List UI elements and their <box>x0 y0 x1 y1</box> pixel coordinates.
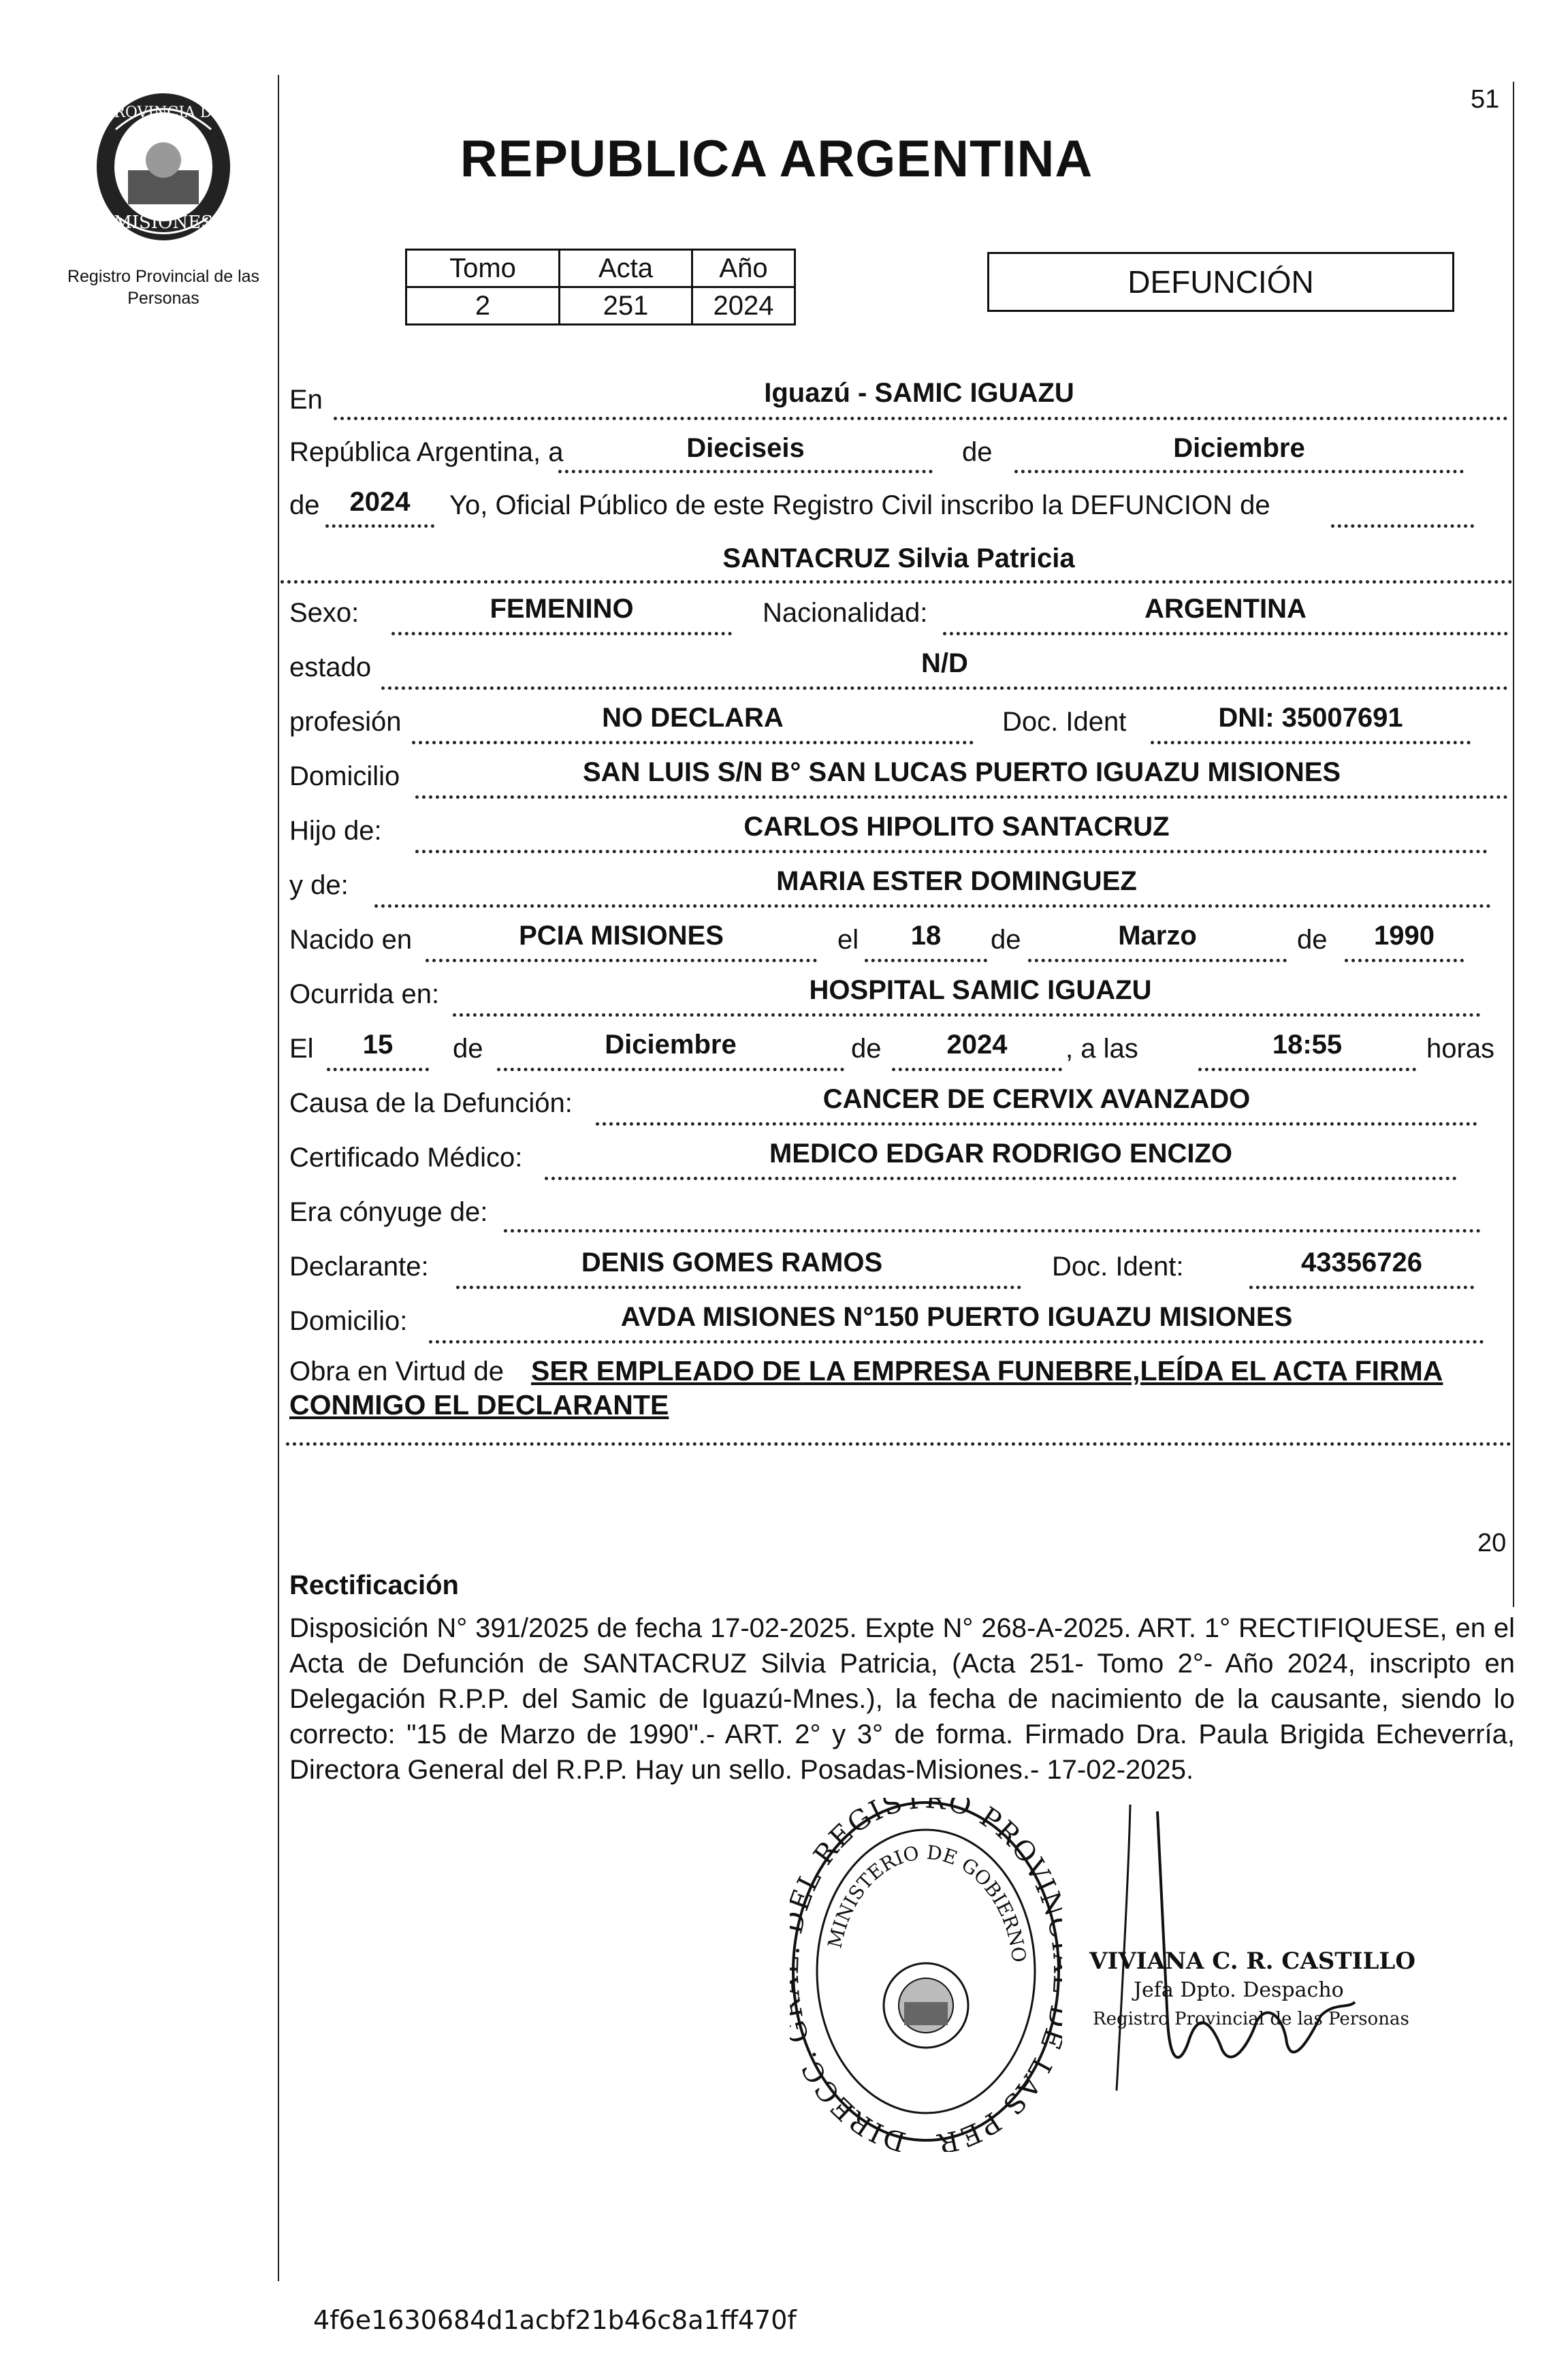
obra-value-line1: SER EMPLEADO DE LA EMPRESA FUNEBRE,LEÍDA EL ACTA FIRMA <box>531 1355 1443 1386</box>
domicilio2-value: AVDA MISIONES N°150 PUERTO IGUAZU MISIONES <box>620 1302 1293 1332</box>
declarante-fill <box>456 1286 1021 1289</box>
declarante-value: DENIS GOMES RAMOS <box>581 1248 883 1278</box>
ocurrida-value: HOSPITAL SAMIC IGUAZU <box>809 975 1152 1005</box>
seal-ring-text: DIRECC. L REGISTRO PROVI LAS PER <box>790 1798 1062 2152</box>
death-day: 15 <box>362 1030 394 1060</box>
doc-ident-fill <box>1151 741 1471 744</box>
logo-bottom-text: MISIONES <box>114 212 213 233</box>
nacionalidad-label: Nacionalidad: <box>763 598 928 628</box>
month-fill <box>1014 470 1464 473</box>
official-seal <box>790 1798 1062 2152</box>
de4-label: de <box>1297 925 1328 955</box>
document-type-box <box>987 252 1454 312</box>
document-hash: 4f6e1630684d1acbf21b46c8a1ff470f <box>313 2305 797 2335</box>
month-value: Diciembre <box>1173 433 1305 463</box>
nacido-value: PCIA MISIONES <box>519 921 724 951</box>
el2-label: El <box>289 1034 314 1064</box>
svg-text:MINISTERIO DE GOBIERNO <box>823 1841 1030 1964</box>
year-fill <box>325 524 434 528</box>
birth-year-fill <box>1345 959 1464 962</box>
birth-day-fill <box>865 959 987 962</box>
rectificacion-heading: Rectificación <box>289 1570 459 1600</box>
domicilio-label: Domicilio <box>289 761 400 791</box>
deceased-name: SANTACRUZ Silvia Patricia <box>722 543 1075 573</box>
sexo-value: FEMENINO <box>490 594 634 624</box>
doc-ident2-value: 43356726 <box>1301 1248 1422 1278</box>
signature-mark <box>1048 1798 1443 2152</box>
yo-text: Yo, Oficial Público de este Registro Civil inscribo la DEFUNCION de <box>449 490 1270 520</box>
domicilio2-fill <box>429 1340 1484 1344</box>
birth-month: Marzo <box>1118 921 1197 951</box>
el-label: el <box>837 925 859 955</box>
de5-label: de <box>453 1034 483 1064</box>
tomo-header: Tomo <box>406 250 560 287</box>
hijo-fill <box>415 850 1488 853</box>
nacido-label: Nacido en <box>289 925 413 955</box>
obra-value-line2: CONMIGO EL DECLARANTE <box>289 1389 669 1421</box>
domicilio-value: SAN LUIS S/N B° SAN LUCAS PUERTO IGUAZU MISIONES <box>582 757 1341 787</box>
svg-text:DIRECC. GRAL. DEL REGISTRO PRO <box>790 1798 1062 2152</box>
record-reference-table <box>405 249 796 326</box>
registry-label: Registro Provincial de las Personas <box>67 267 260 308</box>
day-fill <box>558 470 933 473</box>
document-type: DEFUNCIÓN <box>1127 264 1314 300</box>
nacido-fill <box>426 959 817 962</box>
estado-value: N/D <box>921 648 968 678</box>
sexo-label: Sexo: <box>289 598 359 628</box>
horas-label: horas <box>1426 1034 1495 1064</box>
conyuge-fill <box>504 1229 1481 1233</box>
death-time: 18:55 <box>1272 1030 1343 1060</box>
profesion-label: profesión <box>289 707 402 737</box>
yde-label: y de: <box>289 870 349 900</box>
doc-ident2-label: Doc. Ident: <box>1052 1252 1184 1282</box>
yde-value: MARIA ESTER DOMINGUEZ <box>776 866 1137 896</box>
anio-header: Año <box>692 250 795 287</box>
death-day-fill <box>327 1068 429 1071</box>
en-fill <box>334 417 1508 420</box>
republica-label: República Argentina, a <box>289 437 564 467</box>
death-month-fill <box>497 1068 844 1071</box>
domicilio-fill <box>415 795 1508 799</box>
ocurrida-label: Ocurrida en: <box>289 979 440 1009</box>
doc-ident-label: Doc. Ident <box>1002 707 1127 737</box>
death-year: 2024 <box>946 1030 1008 1060</box>
profesion-fill <box>412 741 974 744</box>
logo-top-text: PROVINCIA DE <box>103 104 223 121</box>
birth-month-fill <box>1028 959 1287 962</box>
signer-name: VIVIANA C. R. CASTILLO <box>1089 1948 1415 1975</box>
sexo-fill <box>391 632 732 635</box>
de2-label: de <box>289 490 320 520</box>
seal-inner-text: MINISTERIO DE GOBIERNO <box>823 1841 1031 1964</box>
nacionalidad-fill <box>943 632 1508 635</box>
death-time-fill <box>1198 1068 1416 1071</box>
de6-label: de <box>851 1034 882 1064</box>
death-year-fill <box>892 1068 1062 1071</box>
signer-title: Jefa Dpto. Despacho <box>1134 1978 1344 2002</box>
left-margin-line <box>278 75 279 2281</box>
year-value: 2024 <box>349 487 411 517</box>
estado-fill <box>381 686 1508 690</box>
obra-fill <box>286 1442 1511 1446</box>
page-number: 51 <box>1471 85 1500 114</box>
yde-fill <box>374 904 1491 908</box>
certificado-fill <box>545 1177 1457 1180</box>
day-value: Dieciseis <box>686 433 805 463</box>
en-label: En <box>289 385 323 415</box>
causa-label: Causa de la Defunción: <box>289 1088 573 1118</box>
domicilio2-label: Domicilio: <box>289 1306 408 1336</box>
causa-fill <box>596 1122 1477 1126</box>
death-month: Diciembre <box>605 1030 737 1060</box>
tomo-value: 2 <box>406 287 560 325</box>
causa-value: CANCER DE CERVIX AVANZADO <box>822 1084 1251 1114</box>
doc-ident-value: DNI: 35007691 <box>1218 703 1403 733</box>
certificado-value: MEDICO EDGAR RODRIGO ENCIZO <box>769 1139 1233 1169</box>
nacionalidad-value: ARGENTINA <box>1144 594 1307 624</box>
certificado-label: Certificado Médico: <box>289 1143 523 1173</box>
birth-day: 18 <box>910 921 942 951</box>
right-margin-line <box>1513 82 1514 1607</box>
doc-ident2-fill <box>1249 1286 1474 1289</box>
acta-value: 251 <box>560 287 692 325</box>
hijo-label: Hijo de: <box>289 816 382 846</box>
hijo-value: CARLOS HIPOLITO SANTACRUZ <box>743 812 1170 842</box>
deceased-fill <box>281 580 1513 584</box>
en-value: Iguazú - SAMIC IGUAZU <box>764 378 1074 408</box>
anio-value: 2024 <box>692 287 795 325</box>
signer-org: Registro Provincial de las Personas <box>1093 2009 1409 2029</box>
yo-fill <box>1331 524 1474 528</box>
estado-label: estado <box>289 652 372 682</box>
acta-header: Acta <box>560 250 692 287</box>
rectificacion-text: Disposición N° 391/2025 de fecha 17-02-2025. Expte N° 268-A-2025. ART. 1° RECTIFIQUESE, en el Acta de Defunción de SANTACRUZ Silvia Patricia, (Acta 251- Tomo 2°- Año 2024, inscripto en Delegación R.P.P. del Samic de Iguazú-Mnes.), la fecha de nacimiento de la causante, siendo lo correcto: "15 de Marzo de 1990".- ART. 2° y 3° de forma. Firmado Dra. Paula Brigida Echeverría, Directora General del R.P.P. Hay un sello. Posadas-Misiones.- 17-02-2025. <box>289 1613 1515 1785</box>
ocurrida-fill <box>453 1013 1481 1017</box>
profesion-value: NO DECLARA <box>602 703 784 733</box>
declarante-label: Declarante: <box>289 1252 429 1282</box>
de-label: de <box>962 437 993 467</box>
margin-number: 20 <box>1477 1529 1507 1557</box>
alas-label: , a las <box>1066 1034 1138 1064</box>
de3-label: de <box>991 925 1021 955</box>
obra-label: Obra en Virtud de <box>289 1356 505 1386</box>
conyuge-label: Era cónyuge de: <box>289 1197 488 1227</box>
birth-year: 1990 <box>1374 921 1435 951</box>
page-title: REPUBLICA ARGENTINA <box>460 130 1093 188</box>
